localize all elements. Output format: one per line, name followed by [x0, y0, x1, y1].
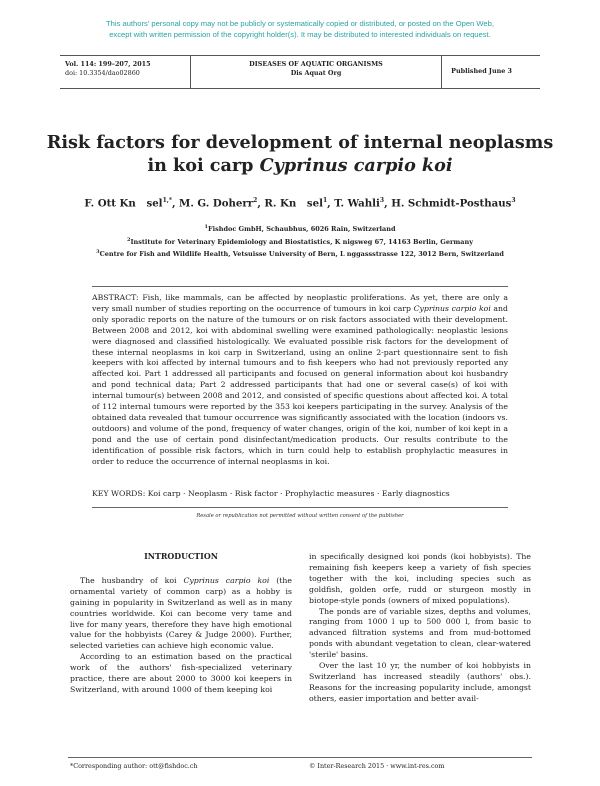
intro-paragraph-1 — [70, 576, 292, 652]
author-3-sup: 1 — [322, 197, 328, 204]
author-1b: sel — [146, 197, 163, 210]
affiliation-1 — [30, 222, 570, 235]
intro-paragraph-4: The ponds are of variable sizes, depths and volumes, ranging from 1000 l up to 500 000 l, from basic to advanced filtration systems and from mud-bottomed ponds with abundant vegetation to clean, clear-watered 'sterile' basins. — [309, 606, 531, 660]
left-column — [70, 552, 292, 696]
resale-notice: Resale or republication not permitted without written consent of the publisher — [196, 513, 404, 519]
journal-name: DISEASES OF AQUATIC ORGANISMS — [249, 60, 383, 68]
copyright-line: © Inter-Research 2015 · www.int-res.com — [309, 762, 445, 770]
intro-p1-b: (the ornamental variety of common carp) as a hobby is gaining in popularity in Switzerland as well as in many countries worldwide. Koi can become very tame and live for many years, therefore they have high emotional value for the hobbyists (Carey & Judge 2000). Further, selected varieties can achieve high economic value. — [70, 575, 292, 651]
author-3b: sel — [306, 197, 323, 210]
copyright-notice — [40, 18, 560, 40]
abstract-top-rule — [92, 286, 508, 287]
intro-paragraph-5: Over the last 10 yr, the number of koi hobbyists in Switzerland has increased steadily (authors' obs.). Reasons for the increasing popularity include, amongst others, easier importation and better avail- — [309, 661, 531, 703]
notice-line-1: This authors' personal copy may not be publicly or systematically copied or distributed, or posted on the Open Web, — [106, 19, 494, 28]
author-4: , T. Wahli — [327, 197, 380, 210]
title-line-2-prefix: in koi carp — [147, 155, 260, 176]
affiliations — [30, 222, 570, 260]
corresponding-author: *Corresponding author: ott@fishdoc.ch — [70, 762, 198, 770]
abstract-paragraph — [92, 293, 508, 468]
title-line-1: Risk factors for development of internal neoplasms — [46, 132, 554, 153]
volume-info — [65, 60, 151, 78]
affiliation-3 — [30, 247, 570, 260]
intro-paragraph-2: According to an estimation based on the practical work of the authors' fish-specialized veterinary practice, there are about 2000 to 3000 koi keepers in Switzerland, with around 1000 of them keeping koi — [70, 652, 292, 694]
affiliation-1-sup: 1 — [204, 224, 208, 230]
abstract — [92, 293, 508, 468]
journal-name-box — [190, 56, 442, 88]
journal-abbrev: Dis Aquat Org — [290, 69, 342, 77]
affiliation-2 — [30, 235, 570, 248]
intro-p1-species: Cyprinus carpio koi — [183, 575, 270, 585]
affiliation-3-sup: 3 — [96, 249, 100, 256]
author-1: F. Ott Kn — [84, 197, 136, 210]
title-line-2 — [40, 154, 560, 177]
affiliation-2-text: Institute for Veterinary Epidemiology and Biostatistics, K nigsweg 67, 14163 Berlin, Germany — [130, 237, 473, 246]
affiliation-2-sup: 2 — [127, 236, 131, 243]
author-3: , R. Kn — [257, 197, 297, 210]
intro-p1-a: The husbandry of koi — [80, 575, 184, 585]
right-column — [309, 552, 531, 705]
intro-paragraph-3: in specifically designed koi ponds (koi hobbyists). The remaining fish keepers keep a variety of fish species together with the koi, including species such as goldfish, golden orfe, rudd or sturgeon mostly in biotope-style ponds (owners of mixed populations). — [309, 552, 531, 605]
keywords-bottom-rule — [92, 507, 508, 508]
volume-text: Vol. 114: 199–207, 2015 — [65, 60, 151, 68]
author-list — [30, 197, 570, 209]
abstract-text-1: ABSTRACT: Fish, like mammals, can be affected by neoplastic proliferations. As yet, there are only a very small number of studies reporting on the occurrence of tumours in koi carp — [92, 293, 508, 313]
article-title — [40, 131, 560, 177]
notice-line-2: except with written permission of the copyright holder(s). It may be distributed to interested individuals on request. — [109, 30, 491, 39]
journal-header — [60, 55, 540, 89]
introduction-heading: INTRODUCTION — [144, 552, 218, 561]
author-4-sup: 3 — [379, 197, 385, 204]
footer-rule — [68, 757, 532, 758]
affiliation-3-text: Centre for Fish and Wildlife Health, Vetsuisse University of Bern, L nggassstrasse 122, 3012 Bern, Switzerland — [99, 250, 504, 259]
abstract-text-2: and only sporadic reports on the nature of the tumours or on risk factors associated with their development. Between 2008 and 2012, koi with abdominal swelling were examined pathologically: neoplastic lesions were diagnosed and classified histologically. We evaluated possible risk factors for the development of these internal neoplasms in koi carp in Switzerland, using an online 2-part questionnaire sent to fish keepers with koi affected by internal tumours and to fish keepers who had not previously reported any affected koi. Part 1 addressed all participants and focused on general information about koi husbandry and pond technical data; Part 2 addressed participants that had one or several case(s) of koi with internal tumour(s) between 2008 and 2012, and consisted of specific questions about affected koi. A total of 112 internal tumours were reported by the 353 koi keepers participating in the survey. Analysis of the obtained data revealed that tumour occurrence was significantly associated with the location (indoors vs. outdoors) and volume of the pond, frequency of water changes, origin of the koi, number of koi kept in a pond and the use of certain pond disinfectant/medication products. Our results contribute to the identification of possible risk factors, which in turn could help to establish prophylactic measures in order to reduce the occurrence of internal neoplasms in koi. — [92, 303, 509, 466]
keywords: KEY WORDS: Koi carp · Neoplasm · Risk factor · Prophylactic measures · Early diagnostics — [92, 489, 450, 498]
author-5: , H. Schmidt-Posthaus — [384, 197, 512, 210]
author-5-sup: 3 — [511, 197, 516, 204]
published-date: Published June 3 — [451, 67, 512, 75]
author-2: , M. G. Doherr — [171, 197, 254, 210]
abstract-species: Cyprinus carpio koi — [413, 303, 491, 313]
author-2-sup: 2 — [253, 197, 258, 204]
author-1-sup: 1,* — [162, 197, 172, 204]
doi-text: doi: 10.3354/dao02860 — [65, 69, 140, 77]
affiliation-1-text: Fishdoc GmbH, Schaubhus, 6026 Rain, Switzerland — [207, 225, 396, 234]
title-species: Cyprinus carpio koi — [259, 155, 453, 176]
